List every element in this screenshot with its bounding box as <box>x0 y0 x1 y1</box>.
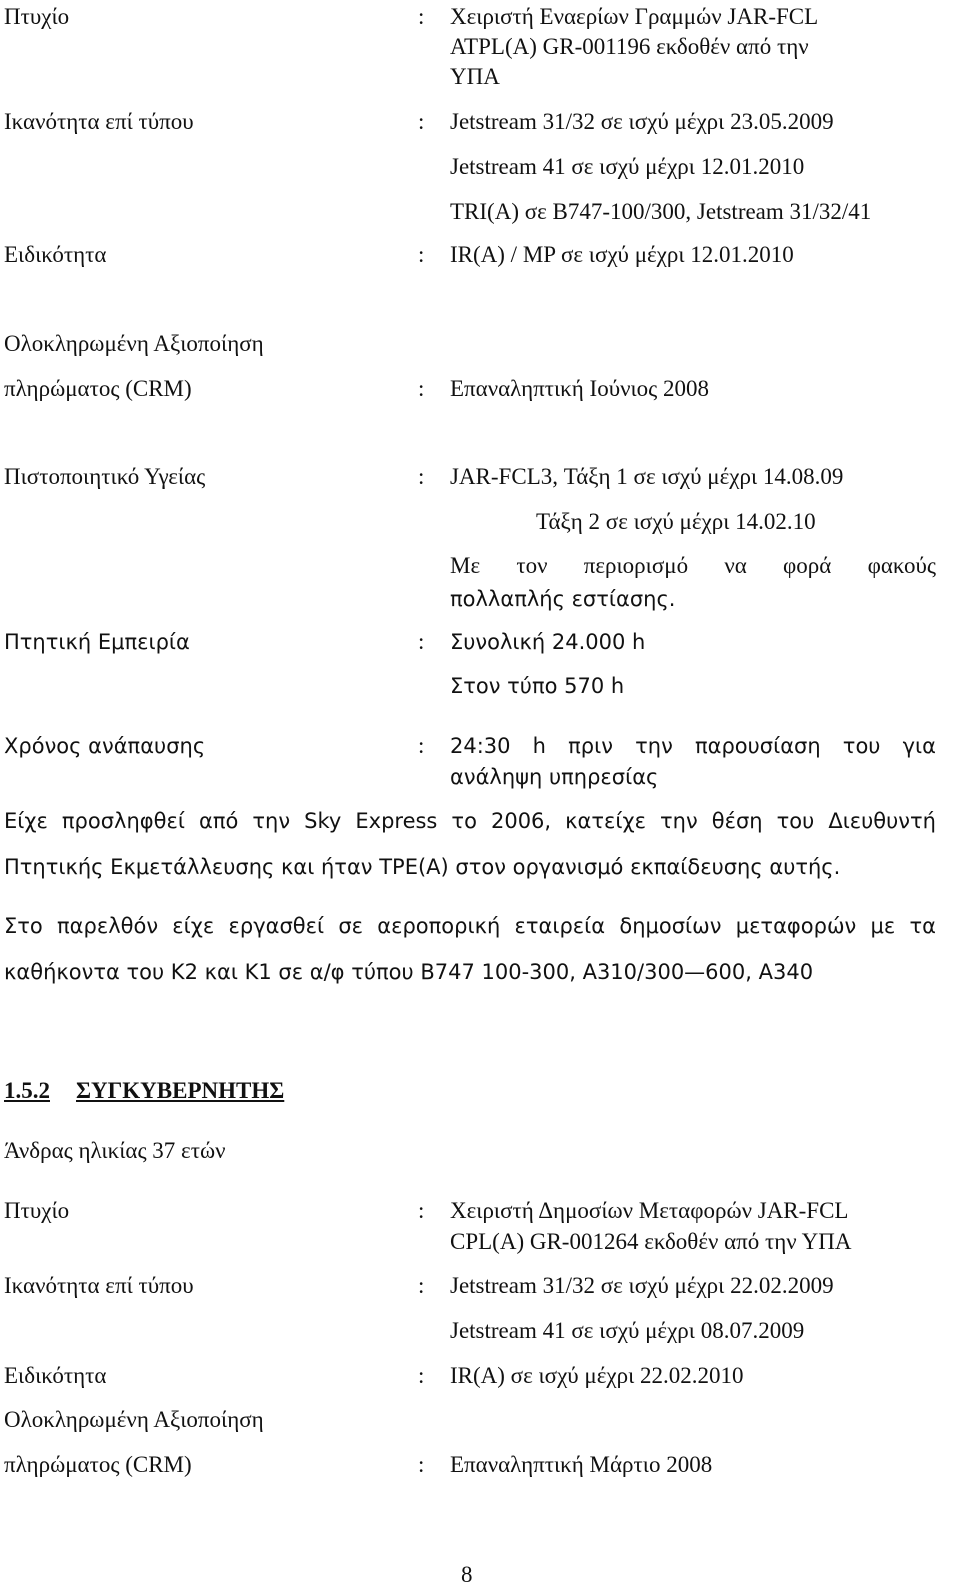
page-number: 8 <box>461 1562 473 1587</box>
copilot-degree-line1: Χειριστή Δημοσίων Μεταφορών JAR-FCL <box>450 1198 849 1223</box>
pilot-type-rating-label: Ικανότητα επί τύπου <box>4 109 194 134</box>
pilot-medical-line1: JAR-FCL3, Τάξη 1 σε ισχύ μέχρι 14.08.09 <box>450 464 844 489</box>
pilot-paragraph-2-line1: Στο παρελθόν είχε εργασθεί σε αεροπορική εταιρεία δημοσίων μεταφορών με τα <box>4 914 936 938</box>
copilot-crm-value: Επαναληπτική Μάρτιο 2008 <box>450 1452 713 1477</box>
copilot-type-rating-line1: Jetstream 31/32 σε ισχύ μέχρι 22.02.2009 <box>450 1273 834 1298</box>
copilot-degree-label: Πτυχίο <box>4 1198 70 1223</box>
copilot-degree-colon: : <box>418 1198 425 1223</box>
pilot-medical-line4: πολλαπλής εστίασης. <box>450 587 676 611</box>
pilot-rest-line1: 24:30 h πριν την παρουσίαση του για <box>450 734 936 758</box>
copilot-specialty-label: Ειδικότητα <box>4 1363 107 1388</box>
pilot-paragraph-1-line1: Είχε προσληφθεί από την Sky Express το 2006, κατείχε την θέση του Διευθυντή <box>4 809 936 833</box>
pilot-rest-colon: : <box>418 733 425 758</box>
pilot-degree-line2: ATPL(A) GR-001196 εκδοθέν από την <box>450 34 809 59</box>
copilot-crm-label-line2: πληρώματος (CRM) <box>4 1452 192 1477</box>
copilot-specialty-value: IR(A) σε ισχύ μέχρι 22.02.2010 <box>450 1363 744 1388</box>
pilot-degree-label: Πτυχίο <box>4 4 70 29</box>
pilot-experience-label: Πτητική Εμπειρία <box>4 630 190 654</box>
pilot-paragraph-2-line2: καθήκοντα του Κ2 και Κ1 σε α/φ τύπου Β747 100-300, Α310/300—600, Α340 <box>4 960 814 984</box>
pilot-type-rating-line3: TRI(A) σε B747-100/300, Jetstream 31/32/41 <box>450 199 872 224</box>
pilot-crm-colon: : <box>418 376 425 401</box>
copilot-type-rating-label: Ικανότητα επί τύπου <box>4 1273 194 1298</box>
pilot-rest-line2: ανάληψη υπηρεσίας <box>450 765 659 789</box>
pilot-type-rating-colon: : <box>418 109 425 134</box>
pilot-medical-label: Πιστοποιητικό Υγείας <box>4 464 206 489</box>
pilot-crm-label-line1: Ολοκληρωμένη Αξιοποίηση <box>4 331 264 356</box>
pilot-type-rating-line1: Jetstream 31/32 σε ισχύ μέχρι 23.05.2009 <box>450 109 834 134</box>
pilot-medical-line3: Με τον περιορισμό να φορά φακούς <box>450 553 936 578</box>
copilot-crm-colon: : <box>418 1452 425 1477</box>
pilot-experience-line1: Συνολική 24.000 h <box>450 630 646 654</box>
section-number: 1.5.2 <box>4 1078 50 1103</box>
pilot-paragraph-1-line2: Πτητικής Εκμετάλλευσης και ήταν TPE(A) στον οργανισμό εκπαίδευσης αυτής. <box>4 855 841 879</box>
copilot-crm-label-line1: Ολοκληρωμένη Αξιοποίηση <box>4 1407 264 1432</box>
copilot-specialty-colon: : <box>418 1363 425 1388</box>
copilot-degree-line2: CPL(A) GR-001264 εκδοθέν από την ΥΠΑ <box>450 1229 852 1254</box>
pilot-degree-line1: Χειριστή Εναερίων Γραμμών JAR-FCL <box>450 4 819 29</box>
pilot-crm-label-line2: πληρώματος (CRM) <box>4 376 192 401</box>
pilot-degree-line3: ΥΠΑ <box>450 64 500 89</box>
section-heading <box>4 1076 284 1106</box>
pilot-medical-colon: : <box>418 464 425 489</box>
pilot-experience-colon: : <box>418 629 425 654</box>
pilot-specialty-label: Ειδικότητα <box>4 242 107 267</box>
pilot-crm-value: Επαναληπτική Ιούνιος 2008 <box>450 376 710 401</box>
section-title: ΣΥΓΚΥΒΕΡΝΗΤΗΣ <box>76 1078 285 1103</box>
copilot-type-rating-line2: Jetstream 41 σε ισχύ μέχρι 08.07.2009 <box>450 1318 805 1343</box>
pilot-medical-line2: Τάξη 2 σε ισχύ μέχρι 14.02.10 <box>536 509 816 534</box>
pilot-rest-label: Χρόνος ανάπαυσης <box>4 734 206 758</box>
pilot-specialty-colon: : <box>418 242 425 267</box>
pilot-type-rating-line2: Jetstream 41 σε ισχύ μέχρι 12.01.2010 <box>450 154 805 179</box>
pilot-specialty-value: IR(A) / MP σε ισχύ μέχρι 12.01.2010 <box>450 242 794 267</box>
copilot-intro: Άνδρας ηλικίας 37 ετών <box>4 1138 226 1163</box>
copilot-type-rating-colon: : <box>418 1273 425 1298</box>
pilot-degree-colon: : <box>418 4 425 29</box>
pilot-experience-line2: Στον τύπο 570 h <box>450 674 625 698</box>
